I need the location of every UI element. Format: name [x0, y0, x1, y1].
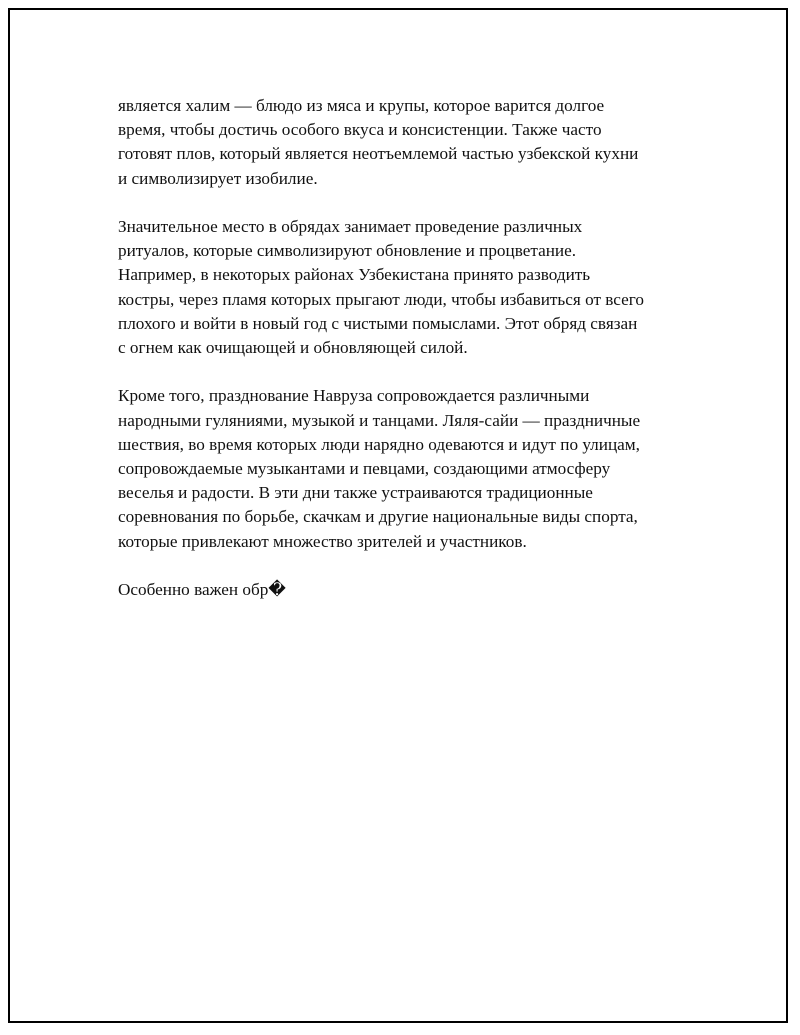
paragraph-rituals	[118, 215, 688, 360]
text-line: плохого и войти в новый год с чистыми помыслами. Этот обряд связан	[118, 313, 638, 333]
text-line: и символизирует изобилие.	[118, 168, 318, 188]
text-line: соревнования по борьбе, скачкам и другие национальные виды спорта,	[118, 507, 638, 527]
text-line: костры, через пламя которых прыгают люди, чтобы избавиться от всего	[118, 289, 644, 309]
text-line: Например, в некоторых районах Узбекистана принято разводить	[118, 265, 591, 285]
text-line: Особенно важен обр�	[118, 580, 286, 600]
text-line: Значительное место в обрядах занимает проведение различных	[118, 217, 583, 236]
text-line: является халим — блюдо из мяса и крупы, которое варится долгое	[118, 96, 605, 115]
paragraph-truncated	[118, 578, 688, 602]
document-text	[118, 94, 688, 626]
text-line: шествия, во время которых люди нарядно одеваются и идут по улицам,	[118, 434, 640, 454]
paragraph-food	[118, 94, 688, 191]
text-line: время, чтобы достичь особого вкуса и консистенции. Также часто	[118, 120, 602, 140]
text-line: Кроме того, празднование Навруза сопровождается различными	[118, 386, 590, 406]
text-line: готовят плов, который является неотъемлемой частью узбекской кухни	[118, 144, 639, 164]
text-line: которые привлекают множество зрителей и участников.	[118, 531, 527, 551]
text-line: с огнем как очищающей и обновляющей силой.	[118, 338, 468, 358]
text-line: ритуалов, которые символизируют обновление и процветание.	[118, 241, 577, 261]
text-line: веселья и радости. В эти дни также устраиваются традиционные	[118, 483, 593, 503]
paragraph-festivities	[118, 384, 688, 553]
text-line: народными гуляниями, музыкой и танцами. Ляля-сайи — праздничные	[118, 410, 641, 430]
text-line: сопровождаемые музыкантами и певцами, создающими атмосферу	[118, 459, 611, 479]
